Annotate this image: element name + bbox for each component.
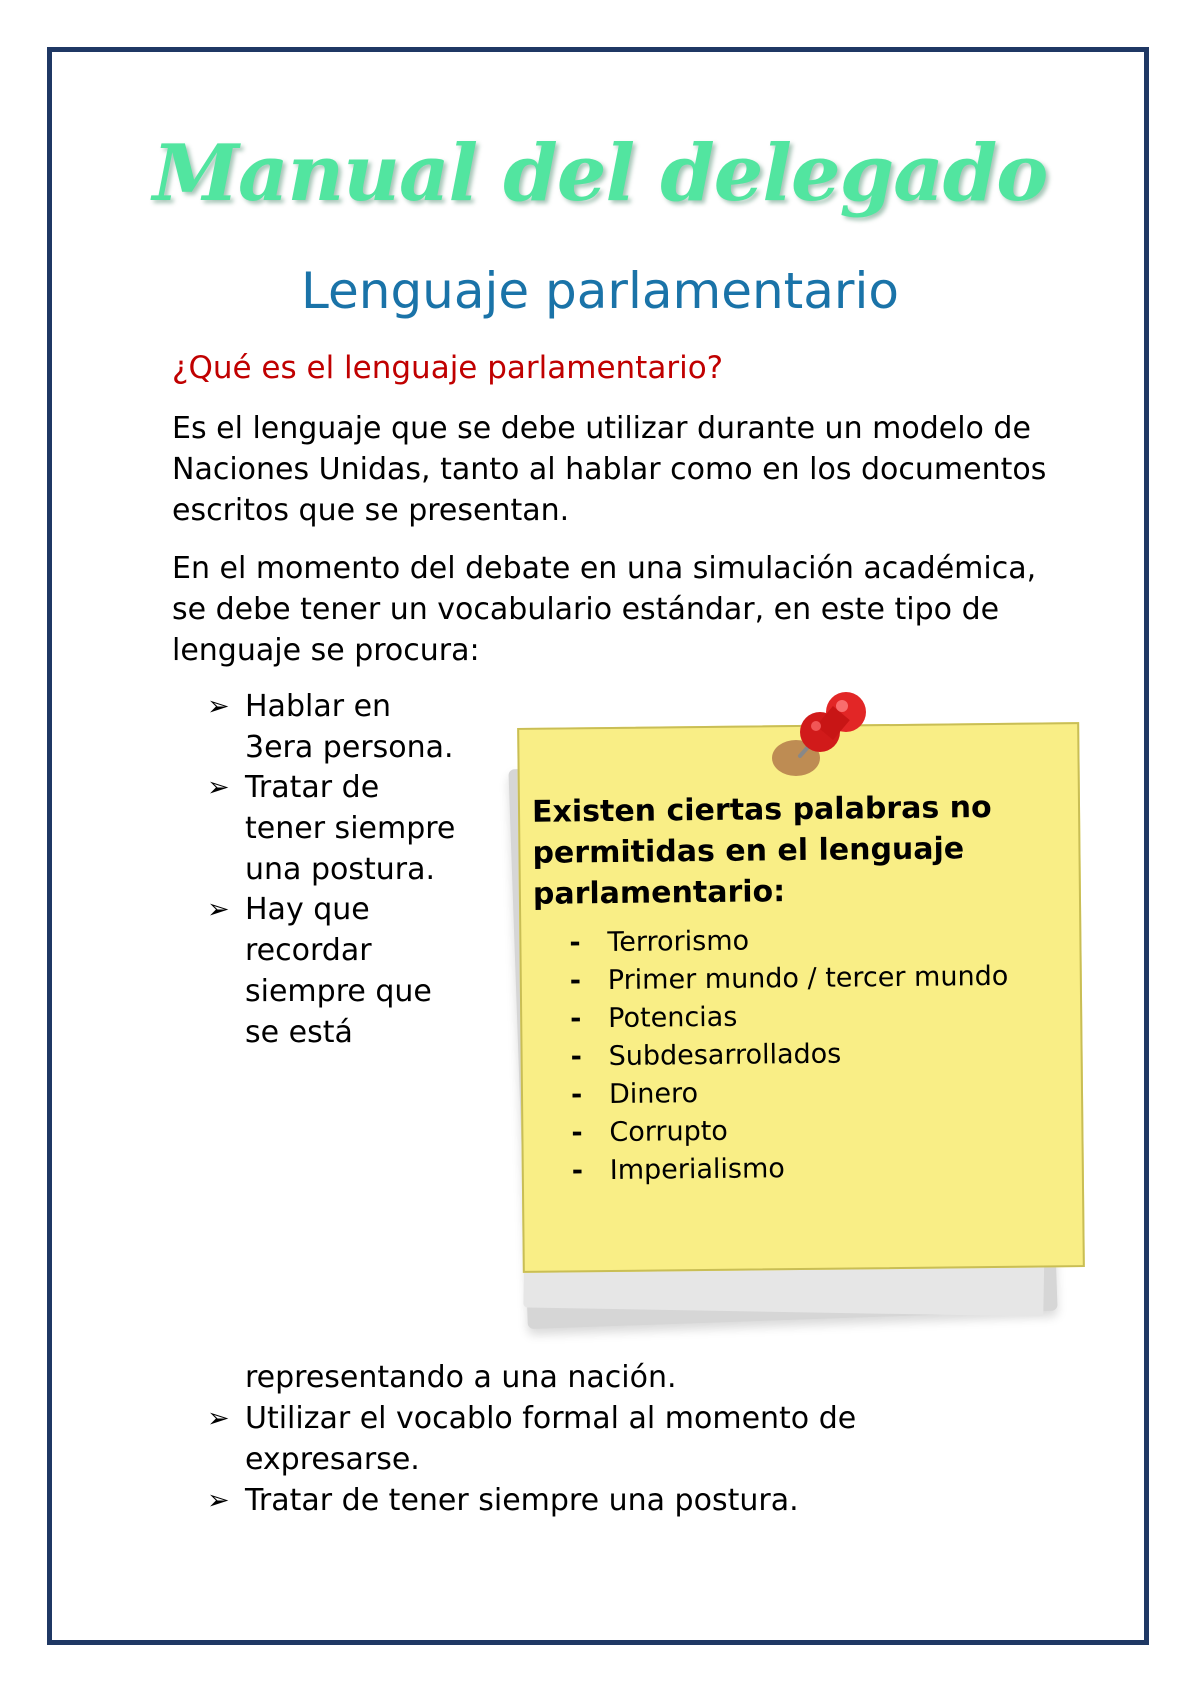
bullet-text: Utilizar el vocablo formal al momento de expresarse. [245, 1401, 857, 1477]
bullet-item [207, 767, 467, 890]
forbidden-word: Primer mundo / tercer mundo [607, 960, 1009, 997]
bullet-item [207, 1398, 967, 1480]
bullet-text: Tratar de tener siempre una postura. [245, 770, 456, 887]
dash-marker: - [571, 1155, 584, 1187]
forbidden-word: Corrupto [609, 1115, 729, 1149]
list-item [572, 1147, 1062, 1190]
dash-marker: - [570, 1079, 583, 1111]
dash-marker: - [569, 927, 581, 959]
paragraph-definition: Es el lenguaje que se debe utilizar durante un modelo de Naciones Unidas, tanto al hablar como en los documentos escritos que se presentan. [172, 411, 1047, 528]
forbidden-word: Imperialismo [609, 1153, 786, 1187]
arrow-bullet-icon: ➢ [207, 772, 230, 803]
forbidden-word: Subdesarrollados [608, 1038, 842, 1073]
section-heading: ¿Qué es el lenguaje parlamentario? [172, 350, 724, 386]
document-subtitle: Lenguaje parlamentario [301, 262, 899, 320]
pushpin-icon [768, 690, 878, 790]
bullet-item [207, 686, 467, 768]
dash-marker: - [570, 1041, 582, 1073]
forbidden-words-list [569, 919, 1062, 1190]
dash-marker: - [569, 965, 582, 997]
forbidden-word: Potencias [608, 1001, 738, 1035]
dash-marker: - [571, 1117, 583, 1149]
arrow-bullet-icon: ➢ [207, 1403, 230, 1434]
sticky-note [517, 722, 1085, 1273]
bullet-text: Hablar en 3era persona. [245, 689, 454, 765]
list-item [570, 957, 1060, 1000]
arrow-bullet-icon: ➢ [207, 1485, 230, 1516]
list-item [571, 1071, 1061, 1114]
arrow-bullet-icon: ➢ [207, 691, 230, 722]
bullet-text: Tratar de tener siempre una postura. [245, 1483, 799, 1518]
dash-marker: - [570, 1003, 582, 1035]
list-item [571, 1109, 1061, 1152]
bullet-item [207, 1480, 1007, 1521]
arrow-bullet-icon: ➢ [207, 894, 230, 925]
document-title: Manual del delegado [152, 128, 1048, 219]
list-item [570, 1033, 1060, 1076]
paragraph-debate: En el momento del debate en una simulación académica, se debe tener un vocabulario estándar, en este tipo de lenguaje se procura: [172, 551, 1037, 668]
list-item [570, 995, 1060, 1038]
bullet-continuation: representando a una nación. [245, 1360, 677, 1395]
forbidden-word: Terrorismo [607, 925, 750, 959]
bullet-text: Hay que recordar siempre que se está [245, 892, 432, 1050]
list-item [569, 919, 1059, 962]
forbidden-word: Dinero [608, 1078, 699, 1111]
sticky-note-heading: Existen ciertas palabras no permitidas en el lenguaje parlamentario: [531, 789, 992, 912]
bullet-item [207, 889, 467, 1053]
